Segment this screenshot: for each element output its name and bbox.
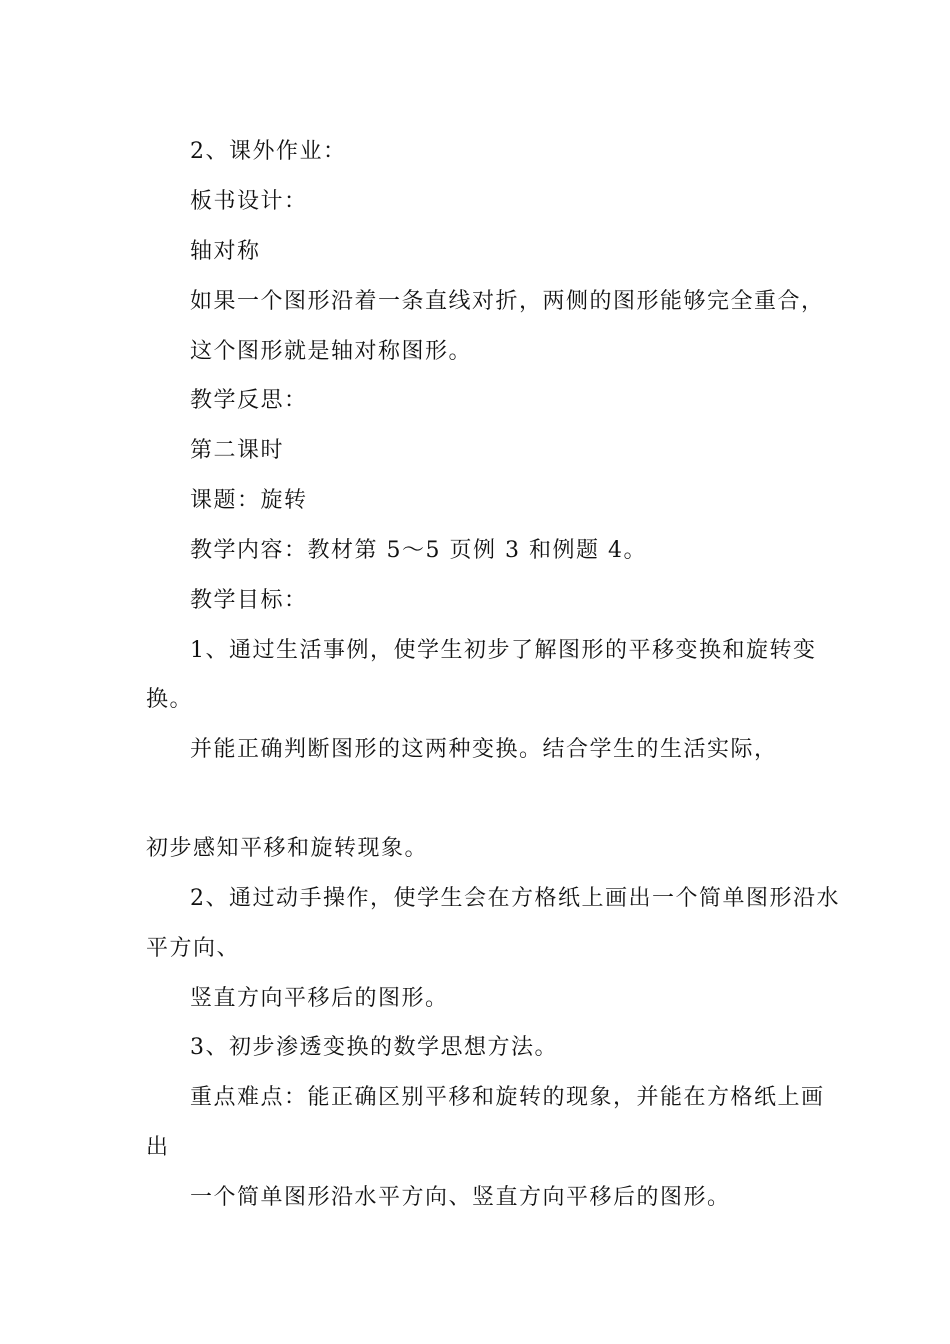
text-line: 这个图形就是轴对称图形。 — [190, 339, 473, 364]
text-line: 一个简单图形沿水平方向、竖直方向平移后的图形。 — [190, 1185, 731, 1210]
text-line: 教学反思： — [190, 388, 308, 413]
text-line: 重点难点：能正确区别平移和旋转的现象，并能在方格纸上画 — [190, 1085, 825, 1110]
heading-line: 轴对称 — [190, 239, 261, 264]
text-line: 初步感知平移和旋转现象。 — [146, 836, 429, 861]
text-line: 并能正确判断图形的这两种变换。结合学生的生活实际， — [190, 737, 778, 762]
text-line: 出 — [146, 1135, 170, 1160]
text-line: 1、通过生活事例，使学生初步了解图形的平移变换和旋转变 — [190, 638, 817, 663]
text-line: 平方向、 — [146, 936, 241, 961]
text-line: 如果一个图形沿着一条直线对折，两侧的图形能够完全重合， — [190, 289, 825, 314]
text-line: 2、通过动手操作，使学生会在方格纸上画出一个简单图形沿水 — [190, 886, 840, 911]
heading-line: 第二课时 — [190, 438, 285, 463]
text-line: 板书设计： — [190, 189, 308, 214]
text-line: 3、初步渗透变换的数学思想方法。 — [190, 1035, 558, 1060]
text-line: 换。 — [146, 687, 194, 712]
text-line: 课题：旋转 — [190, 488, 308, 513]
text-line: 竖直方向平移后的图形。 — [190, 986, 449, 1011]
text-line: 教学内容：教材第 5～5 页例 3 和例题 4。 — [190, 538, 647, 563]
text-line: 2、课外作业： — [190, 139, 347, 164]
text-line: 教学目标： — [190, 588, 308, 613]
